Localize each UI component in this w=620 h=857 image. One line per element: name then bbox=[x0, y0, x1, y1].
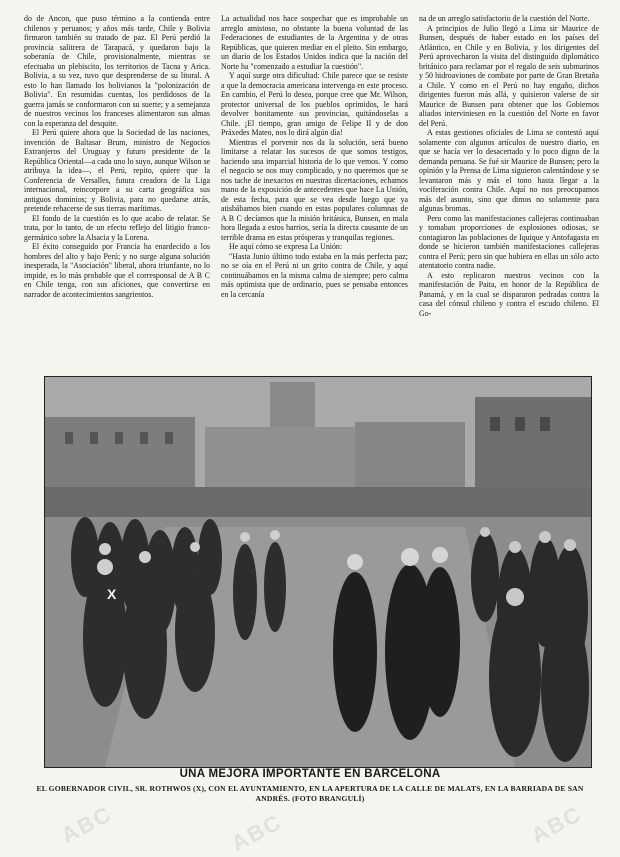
governor-marker: X bbox=[107, 586, 117, 602]
watermark-stamp: ABC bbox=[527, 800, 587, 849]
article-column-3 bbox=[419, 14, 599, 319]
article-column-1 bbox=[24, 14, 210, 299]
paragraph: "Hasta Junio último todo estaba en la más perfecta paz; no se oía en el Perú ni un grito contra de Chile, y aquí continuábamos en la misma calma de siempre; pero calma más optimista que de ordinario, pues se pensaba entonces en la cercanía bbox=[221, 251, 408, 299]
paragraph: do de Ancon, que puso término a la contienda entre chilenos y peruanos; y años más tarde, Chile y Bolivia firmaron también su tratado de paz. El Perú perdió la provincia salitrera de Tarapacá, y quedaron bajo la soberanía de Chile, provisionalmente, mientras se efectuaba un plebiscito, los territorios de Tacna y Arica. Bolivia, a su vez, tuvo que desprenderse de su litoral. A esto lo han llamado los bolivianos la "polonización de Bolivia". En resumidas cuentas, los perdidosos de la guerra jamás se conformaron con su suerte; y a semejanza de nuestros vecinos los franceses alimentaron sus almas con la esperanza del desquite. bbox=[24, 14, 210, 128]
watermark-stamp: ABC bbox=[57, 800, 117, 849]
paragraph: A esto replicaron nuestros vecinos con la manifestación de Paita, en honor de la República de Panamá, y en la cual se dispararon pedradas contra la casa del cónsul chileno y contra el escudo chileno. El Go- bbox=[419, 270, 599, 318]
paragraph: na de un arreglo satisfactorio de la cuestión del Norte. bbox=[419, 14, 590, 23]
paragraph: El éxito conseguido por Francia ha enardecido a los hombres del alto y bajo Perú; y no surge alguna solución inesperada, la "Asociación" liberal, ahora triunfante, no lo impide, es lo más probable que el corresponsal de A B C en Chile tenga, con sus aficiones, que convertirse en narrador de acontecimientos sangrientos. bbox=[24, 242, 210, 299]
photo-caption-title: UNA MEJORA IMPORTANTE EN BARCELONA bbox=[179, 768, 441, 780]
paragraph: La actualidad nos hace sospechar que es improbable un arreglo amistoso, no obstante la buena voluntad de las Federaciones de estudiantes de la Argentina y de otras Repúblicas, que quieren mediar en el pleito. Sin embargo, un diario de los Estados Unidos indica que la nación del Norte ha "comenzado a estudiar la cuestión". bbox=[221, 14, 408, 71]
paragraph: El Perú quiere ahora que la Sociedad de las naciones, invención de Baltasar Brum, ministro de Negocios Extranjeros del Uruguay y futuro presidente de la República Oriental—a cada uno lo suyo, aunque Wilson se atribuya la idea—, el Perú, repito, quiere que la Conferencia de Versalles, futura creadora de la Liga internacional, reincorpore a su carta geográfica sus antiguos dominios; y Bolivia, para no quedarse atrás, pretende rehacerse de sus tierras marítimas. bbox=[24, 128, 211, 214]
photo-caption-subtitle: EL GOBERNADOR CIVIL, SR. ROTHWOS (X), CON EL AYUNTAMIENTO, EN LA APERTURA DE LA CALLE DE MALATS, EN LA BARRIADA DE SAN ANDRÉS. (FOTO BRANGULÍ) bbox=[36, 784, 584, 803]
watermark-stamp: ABC bbox=[227, 808, 287, 857]
paragraph: Mientras el porvenir nos da la solución, será bueno limitarse a relatar los sucesos de que somos testigos, haciendo una imparcial historia de lo que vemos. Y como el negocio se nos muy complicado, y no queremos que se nos tache de inexactos en nuestras dicertaciones, echamos mano de la exposición de antecedentes que hace La Unión, de esta fecha, para que se vea desde luego que ya atisbábamos bien cuando en estas populares columnas de A B C decíamos que la misión británica, Bunsen, en mala hora llegada a estos barrios, sería la directa causante de un terrible drama en estas prósperas y tranquilas regiones. bbox=[221, 137, 408, 242]
news-photograph bbox=[44, 376, 592, 768]
article-column-2 bbox=[221, 14, 408, 299]
photo-illustration bbox=[45, 377, 591, 767]
paragraph: He aquí cómo se expresa La Unión: bbox=[229, 242, 343, 252]
paragraph: Y aquí surge otra dificultad: Chile parece que se resiste a que la democracia americana intervenga en este proceso. En cambio, el Perú lo desea, porque cree que Mr. Wilson, protector universal de los pueblos oprimidos, le hará devolver bonitamente sus provincias, quitándoselas a Chile. ¡El tiempo, gran amigo de Felipe II y de don Práxedes Mateo, nos lo dirá algún día! bbox=[221, 71, 408, 138]
paragraph: Pero como las manifestaciones callejeras continuaban y tomaban proporciones de explosiones odiosas, se contagiaron las poblaciones de Iquique y Antofagasta en donde se hicieron también manifestaciones callejeras contra el Perú; pero sin que hubiera en ellas un sólo acto atentatorio contra nadie. bbox=[419, 213, 599, 271]
paragraph: A principios de Julio llegó a Lima sir Maurice de Bunsen, después de haber estado en los países del Atlántico, en Chile y en Bolivia, y los dirigentes del Perú aprovecharon la visita del distinguido diplomático británico para reclamar por el regalo de seis submarinos y 50 hidroaviones de combate por parte de Gran Bretaña a Chile. Y como en el Perú no hay engaño, dichos dirigentes fueron más allá, y quisieron valerse de sir Maurice de Bunsen para obtener que los Gobiernos aliados interviniesen en la cuestión del Norte en favor del Perú. bbox=[419, 23, 599, 128]
paragraph: A estas gestiones oficiales de Lima se contestó aquí solamente con algunos artículos de nuestro diario, en que se hacía ver lo desacertado y lo poco digno de la demanda peruana. Se fué sir Maurice de Bunsen; pero la opinión y la Prensa de Lima siguieron calentándose y se levantaron más y más el tono hasta llegar a la vociferación contra Chile. Aquí no nos preocupamos más del asunto, sino que dimos no solamente para algunas bromas. bbox=[419, 128, 599, 214]
paragraph: El fondo de la cuestión es lo que acabo de relatar. Se trata, por lo tanto, de un efecto reflejo del litigio franco-germánico sobre la Alsacia y la Lorena. bbox=[24, 213, 210, 242]
